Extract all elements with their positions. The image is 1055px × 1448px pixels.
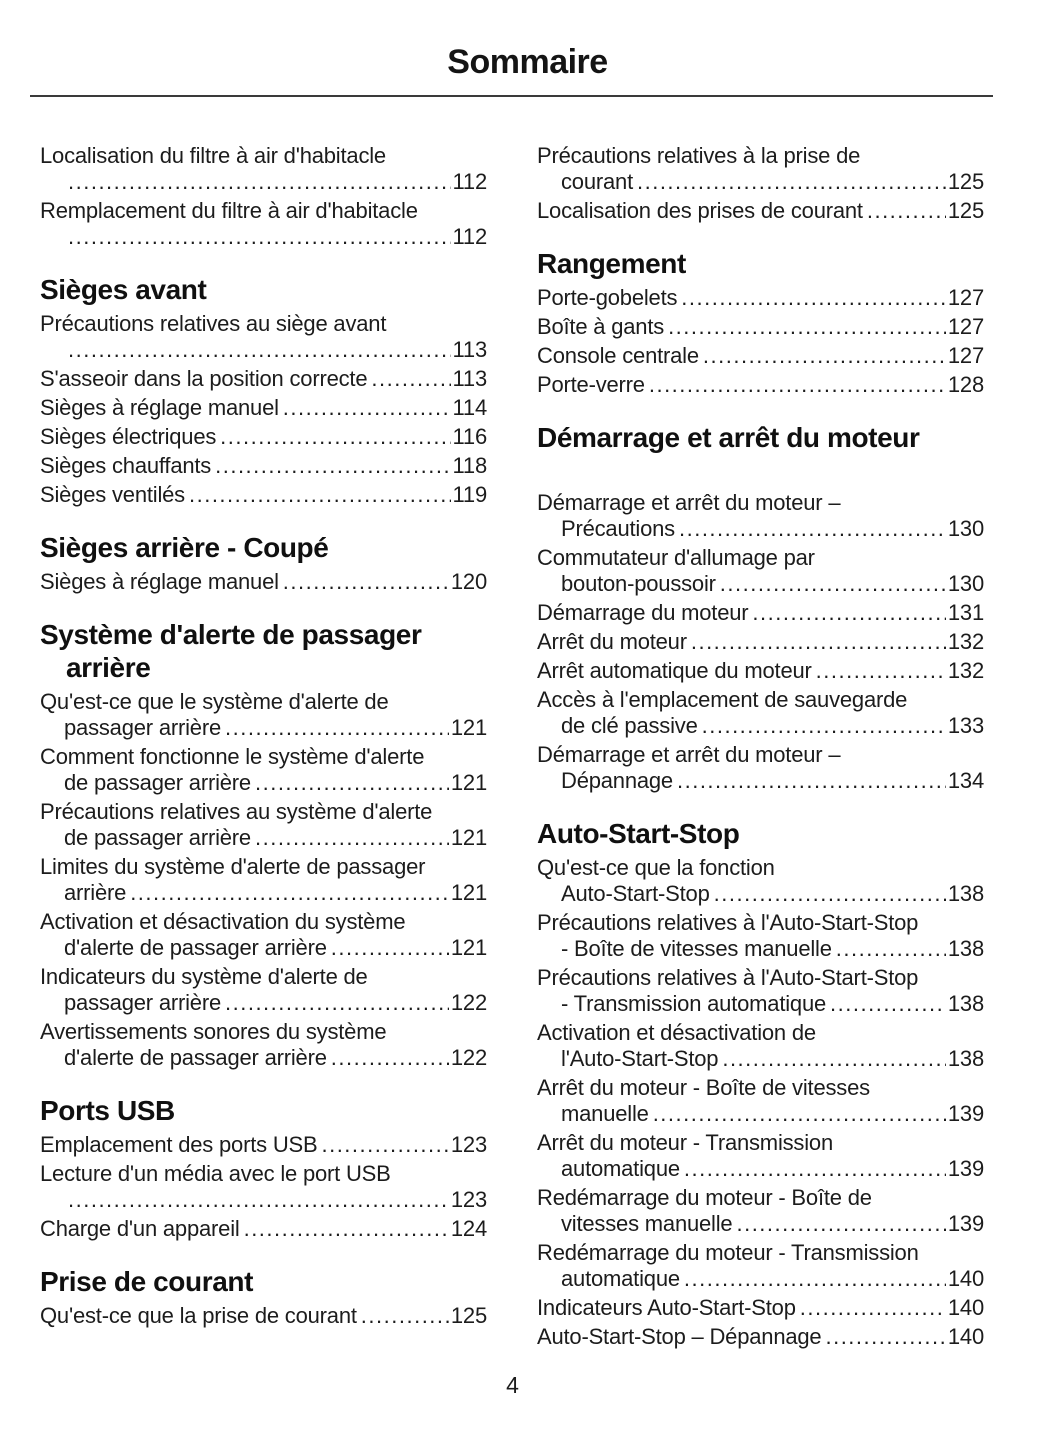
toc-entry [537, 965, 984, 1017]
toc-leader-dots [653, 1101, 946, 1127]
toc-entry [40, 311, 487, 363]
toc-page-number: 112 [452, 169, 487, 194]
toc-entry-text: d'alerte de passager arrière [64, 1045, 327, 1070]
toc-column-left [40, 143, 487, 1353]
toc-entry-text [537, 285, 984, 311]
toc-entry-text [537, 658, 984, 684]
toc-entry-text [40, 482, 487, 508]
toc-entry-text: courant [561, 169, 633, 194]
toc-entry [537, 658, 984, 684]
toc-entry-text: Qu'est-ce que la prise de courant [40, 1303, 357, 1328]
toc-page-number: 134 [947, 768, 984, 793]
toc-entry-text: Avertissements sonores du système [40, 1019, 387, 1044]
toc-leader-dots [255, 770, 449, 796]
toc-entry-text: Sièges chauffants [40, 453, 212, 478]
toc-entry-continuation [537, 881, 984, 907]
toc-entry-continuation [537, 713, 984, 739]
toc-entry-text: de clé passive [561, 713, 698, 738]
toc-leader-dots [189, 482, 451, 508]
toc-entry-text [537, 1324, 984, 1350]
toc-page-number: 132 [947, 629, 984, 654]
toc-entry-text: bouton-poussoir [561, 571, 716, 596]
toc-entry-text: Précautions relatives à l'Auto-Start-Stop [537, 910, 919, 935]
section-heading-line: arrière [66, 652, 151, 683]
page-title: Sommaire [447, 43, 608, 81]
toc-entry [40, 1161, 487, 1213]
toc-entry [537, 1240, 984, 1292]
toc-columns [0, 97, 1055, 1353]
toc-entry-continuation [40, 825, 487, 851]
toc-page-number: 127 [947, 285, 984, 310]
toc-leader-dots [679, 516, 946, 542]
toc-entry-text [537, 1295, 984, 1321]
toc-entry-text: Arrêt automatique du moteur [537, 658, 812, 683]
toc-page-number: 139 [947, 1156, 984, 1181]
toc-leader-dots [215, 453, 450, 479]
toc-entry-continuation [40, 880, 487, 906]
toc-leader-dots [800, 1295, 946, 1321]
toc-entry-text: Arrêt du moteur - Boîte de vitesses [537, 1075, 870, 1100]
toc-entry-text: Dépannage [561, 768, 673, 793]
section-heading-line: Prise de courant [40, 1266, 254, 1297]
toc-leader-dots [668, 314, 946, 340]
toc-entry-continuation [40, 990, 487, 1016]
toc-entry-continuation [40, 715, 487, 741]
toc-entry-text: vitesses manuelle [561, 1211, 733, 1236]
toc-leader-dots [331, 935, 449, 961]
toc-entry [40, 143, 487, 195]
toc-page-number: 127 [947, 314, 984, 339]
toc-entry-text: Commutateur d'allumage par [537, 545, 815, 570]
toc-entry-continuation [40, 337, 487, 363]
toc-entry-text [537, 343, 984, 369]
toc-entry-text: passager arrière [64, 990, 221, 1015]
toc-entry-text [40, 1216, 487, 1242]
toc-page-number: 139 [947, 1101, 984, 1126]
toc-entry-text: Console centrale [537, 343, 699, 368]
toc-entry [537, 314, 984, 340]
toc-entry-text: Sièges électriques [40, 424, 217, 449]
section-heading-line: Rangement [537, 248, 686, 279]
toc-page-number: 139 [947, 1211, 984, 1236]
toc-page-number: 118 [452, 453, 487, 478]
toc-leader-dots [244, 1216, 449, 1242]
toc-entry-text: Précautions relatives au siège avant [40, 311, 387, 336]
toc-leader-dots [331, 1045, 449, 1071]
toc-entry-text: Auto-Start-Stop – Dépannage [537, 1324, 822, 1349]
toc-entry [537, 600, 984, 626]
footer-page-number: 4 [506, 1372, 519, 1398]
section-heading-line: Sièges avant [40, 274, 207, 305]
toc-page-number: 113 [452, 337, 487, 362]
toc-entry-text [537, 600, 984, 626]
toc-entry-text: Précautions [561, 516, 675, 541]
toc-page-number: 133 [947, 713, 984, 738]
toc-page-number: 131 [947, 600, 984, 625]
section-heading [40, 531, 487, 564]
toc-entry-text: de passager arrière [64, 825, 251, 850]
toc-leader-dots [722, 1046, 946, 1072]
toc-leader-dots [68, 169, 451, 195]
toc-page-number: 114 [452, 395, 487, 420]
toc-entry-continuation [537, 1156, 984, 1182]
toc-page-number: 138 [947, 1046, 984, 1071]
toc-entry-text: Localisation des prises de courant [537, 198, 863, 223]
toc-leader-dots [637, 169, 946, 195]
toc-leader-dots [720, 571, 946, 597]
toc-entry-text: Sièges à réglage manuel [40, 395, 279, 420]
toc-leader-dots [649, 372, 946, 398]
toc-entry-continuation [537, 571, 984, 597]
toc-entry-continuation [537, 1211, 984, 1237]
toc-page-number: 140 [947, 1295, 984, 1320]
toc-leader-dots [825, 1324, 945, 1350]
toc-page-number: 122 [450, 1045, 487, 1070]
toc-page-number: 127 [947, 343, 984, 368]
toc-entry-text: Porte-gobelets [537, 285, 678, 310]
toc-entry-text [40, 395, 487, 421]
toc-entry-continuation [40, 935, 487, 961]
toc-entry-text [40, 424, 487, 450]
section-heading-line: Système d'alerte de passager [40, 619, 422, 650]
toc-entry [40, 1216, 487, 1242]
toc-entry [40, 689, 487, 741]
toc-leader-dots [752, 600, 945, 626]
toc-page-number: 121 [450, 715, 487, 740]
toc-entry-text: manuelle [561, 1101, 649, 1126]
toc-leader-dots [681, 285, 946, 311]
toc-leader-dots [703, 343, 946, 369]
toc-page-number: 121 [450, 935, 487, 960]
section-heading [40, 1265, 487, 1298]
toc-entry-text: Charge d'un appareil [40, 1216, 240, 1241]
toc-entry-text: d'alerte de passager arrière [64, 935, 327, 960]
toc-leader-dots [816, 658, 946, 684]
toc-leader-dots [283, 395, 451, 421]
toc-page-number: 121 [450, 880, 487, 905]
toc-leader-dots [736, 1211, 945, 1237]
toc-entry-text: Limites du système d'alerte de passager [40, 854, 426, 879]
toc-page-number: 122 [450, 990, 487, 1015]
toc-entry [537, 629, 984, 655]
toc-entry-continuation [40, 224, 487, 250]
toc-entry [537, 372, 984, 398]
toc-column-right [537, 143, 984, 1353]
toc-entry-text: Activation et désactivation de [537, 1020, 816, 1045]
toc-entry-text: - Boîte de vitesses manuelle [561, 936, 832, 961]
toc-entry [40, 1019, 487, 1071]
section-heading-line: Auto-Start-Stop [537, 818, 740, 849]
toc-entry-text: Arrêt du moteur - Transmission [537, 1130, 833, 1155]
toc-leader-dots [371, 366, 450, 392]
section-heading-line: Démarrage et arrêt du moteur [537, 422, 920, 453]
toc-entry-continuation [537, 516, 984, 542]
toc-entry-text: S'asseoir dans la position correcte [40, 366, 368, 391]
toc-entry-text: Qu'est-ce que le système d'alerte de [40, 689, 389, 714]
toc-page-number: 138 [947, 881, 984, 906]
toc-leader-dots [220, 424, 450, 450]
toc-entry [537, 910, 984, 962]
toc-entry-continuation [537, 1046, 984, 1072]
toc-entry-text: Précautions relatives à l'Auto-Start-Stop [537, 965, 919, 990]
toc-leader-dots [68, 337, 451, 363]
toc-entry-text: Qu'est-ce que la fonction [537, 855, 775, 880]
toc-leader-dots [283, 569, 449, 595]
toc-entry [40, 366, 487, 392]
toc-page-number: 125 [947, 169, 984, 194]
toc-leader-dots [684, 1266, 946, 1292]
toc-entry [40, 424, 487, 450]
toc-entry-text: Précautions relatives au système d'alerte [40, 799, 433, 824]
section-heading [40, 618, 487, 684]
toc-page-number: 125 [450, 1303, 487, 1328]
toc-entry-text [537, 198, 984, 224]
toc-entry-continuation [537, 169, 984, 195]
toc-leader-dots [361, 1303, 449, 1329]
toc-page-number: 128 [947, 372, 984, 397]
toc-entry-text: Arrêt du moteur [537, 629, 687, 654]
toc-entry-continuation [537, 936, 984, 962]
toc-entry-text: Indicateurs du système d'alerte de [40, 964, 368, 989]
toc-page-number: 130 [947, 571, 984, 596]
toc-entry-text [40, 1132, 487, 1158]
toc-page-number: 116 [452, 424, 487, 449]
section-heading [40, 1094, 487, 1127]
toc-entry [537, 1075, 984, 1127]
toc-entry-continuation [40, 1045, 487, 1071]
toc-page-number: 112 [452, 224, 487, 249]
toc-leader-dots [321, 1132, 448, 1158]
toc-entry-text: automatique [561, 1156, 680, 1181]
toc-leader-dots [255, 825, 449, 851]
toc-entry-text: Redémarrage du moteur - Transmission [537, 1240, 919, 1265]
toc-page-number: 121 [450, 770, 487, 795]
toc-entry [537, 1295, 984, 1321]
toc-entry-continuation [537, 768, 984, 794]
toc-entry-text: Indicateurs Auto-Start-Stop [537, 1295, 796, 1320]
toc-page-number: 125 [947, 198, 984, 223]
toc-entry [537, 687, 984, 739]
toc-entry-text: arrière [64, 880, 127, 905]
toc-entry [537, 198, 984, 224]
toc-entry-text: Sièges à réglage manuel [40, 569, 279, 594]
toc-page-number: 138 [947, 936, 984, 961]
toc-entry [537, 742, 984, 794]
toc-entry-text: Démarrage du moteur [537, 600, 749, 625]
toc-entry-text: Lecture d'un média avec le port USB [40, 1161, 391, 1186]
toc-entry [40, 1132, 487, 1158]
toc-leader-dots [130, 880, 449, 906]
toc-leader-dots [702, 713, 946, 739]
toc-page-number: 140 [947, 1324, 984, 1349]
toc-entry [537, 1130, 984, 1182]
toc-page-number: 120 [450, 569, 487, 594]
toc-entry-text: Démarrage et arrêt du moteur – [537, 742, 841, 767]
toc-entry [537, 490, 984, 542]
section-heading-line: Ports USB [40, 1095, 175, 1126]
toc-entry-continuation [40, 770, 487, 796]
toc-entry [537, 285, 984, 311]
toc-entry-text: Démarrage et arrêt du moteur – [537, 490, 841, 515]
toc-entry-text: Porte-verre [537, 372, 645, 397]
toc-entry [40, 1303, 487, 1329]
toc-entry-text: Emplacement des ports USB [40, 1132, 318, 1157]
toc-page-number: 124 [450, 1216, 487, 1241]
toc-entry [537, 545, 984, 597]
toc-leader-dots [836, 936, 946, 962]
toc-page-number: 121 [450, 825, 487, 850]
toc-entry-text: Comment fonctionne le système d'alerte [40, 744, 425, 769]
toc-page-number: 123 [450, 1187, 487, 1212]
toc-page-number: 132 [947, 658, 984, 683]
toc-entry [537, 143, 984, 195]
toc-leader-dots [68, 1187, 449, 1213]
section-heading [40, 273, 487, 306]
toc-leader-dots [225, 715, 449, 741]
toc-entry [40, 569, 487, 595]
toc-entry [537, 1324, 984, 1350]
toc-page-number: 138 [947, 991, 984, 1016]
toc-entry-text: passager arrière [64, 715, 221, 740]
toc-entry [40, 909, 487, 961]
toc-entry-text: Sièges ventilés [40, 482, 185, 507]
toc-leader-dots [714, 881, 946, 907]
toc-entry-text [40, 569, 487, 595]
toc-entry [40, 198, 487, 250]
toc-entry [40, 482, 487, 508]
toc-entry-text: Activation et désactivation du système [40, 909, 406, 934]
toc-entry-continuation [537, 1101, 984, 1127]
toc-entry-continuation [40, 169, 487, 195]
toc-entry-text [537, 372, 984, 398]
toc-entry [40, 799, 487, 851]
toc-entry-continuation [537, 1266, 984, 1292]
toc-entry-text: Précautions relatives à la prise de [537, 143, 861, 168]
section-heading [537, 817, 984, 850]
toc-leader-dots [830, 991, 946, 1017]
toc-entry-text [537, 314, 984, 340]
toc-entry [40, 453, 487, 479]
toc-entry [40, 964, 487, 1016]
toc-entry-text: de passager arrière [64, 770, 251, 795]
toc-page-number: 140 [947, 1266, 984, 1291]
toc-entry-text [40, 453, 487, 479]
toc-entry-text: l'Auto-Start-Stop [561, 1046, 719, 1071]
toc-leader-dots [677, 768, 946, 794]
section-heading [537, 247, 984, 280]
toc-leader-dots [68, 224, 451, 250]
toc-leader-dots [691, 629, 946, 655]
toc-entry-text [40, 366, 487, 392]
section-heading [537, 421, 984, 454]
toc-entry-text: Auto-Start-Stop [561, 881, 710, 906]
toc-leader-dots [225, 990, 449, 1016]
toc-entry [537, 343, 984, 369]
toc-entry [40, 744, 487, 796]
section-heading-line: Sièges arrière - Coupé [40, 532, 329, 563]
toc-entry-text: Localisation du filtre à air d'habitacle [40, 143, 386, 168]
toc-entry-text: Boîte à gants [537, 314, 665, 339]
toc-page-number: 130 [947, 516, 984, 541]
toc-entry-text: Accès à l'emplacement de sauvegarde [537, 687, 908, 712]
toc-entry-continuation [537, 991, 984, 1017]
toc-entry-text: Redémarrage du moteur - Boîte de [537, 1185, 872, 1210]
toc-entry [537, 855, 984, 907]
toc-leader-dots [684, 1156, 946, 1182]
toc-entry-text [40, 1303, 487, 1329]
toc-entry-text: automatique [561, 1266, 680, 1291]
toc-entry-text: Remplacement du filtre à air d'habitacle [40, 198, 418, 223]
toc-page-number: 123 [450, 1132, 487, 1157]
toc-entry [537, 1185, 984, 1237]
toc-entry-continuation [40, 1187, 487, 1213]
toc-entry [40, 395, 487, 421]
toc-entry-text [537, 629, 984, 655]
toc-entry-text: - Transmission automatique [561, 991, 827, 1016]
toc-page-number: 113 [452, 366, 487, 391]
toc-entry [537, 1020, 984, 1072]
toc-leader-dots [867, 198, 946, 224]
toc-page-number: 119 [452, 482, 487, 507]
toc-entry [40, 854, 487, 906]
